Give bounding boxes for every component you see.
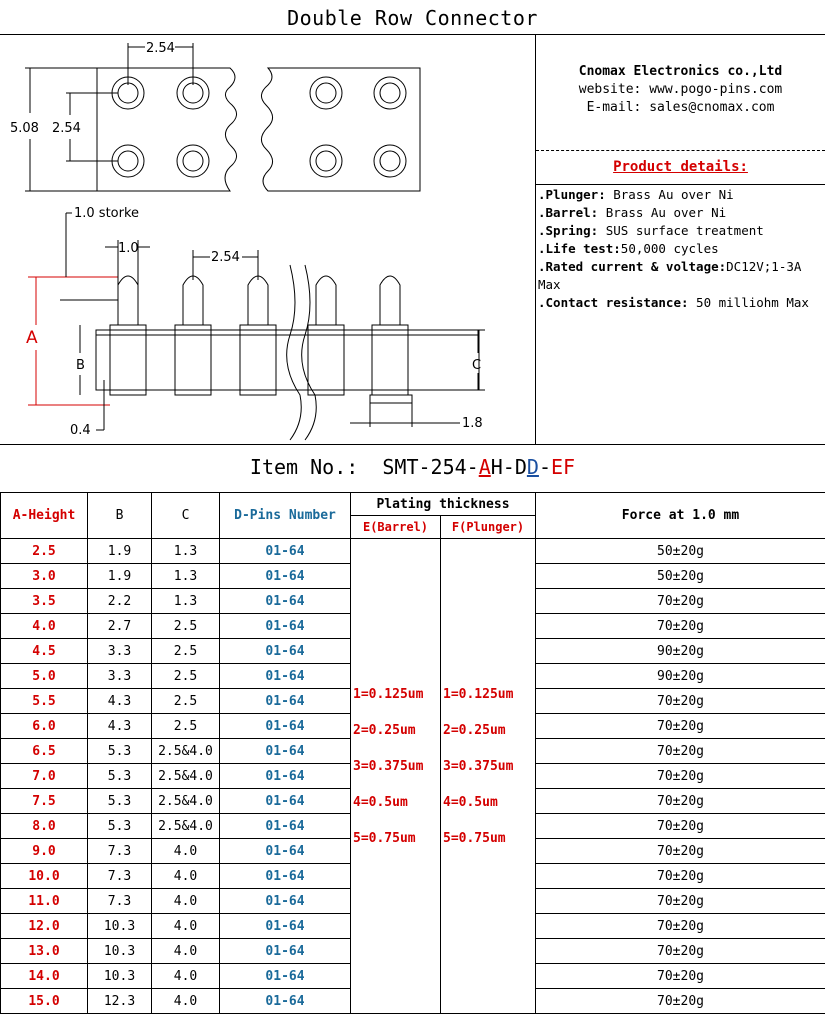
cell-b: 3.3 <box>88 664 152 689</box>
cell-c: 2.5 <box>152 639 220 664</box>
cell-d-pins: 01-64 <box>220 664 351 689</box>
col-e-barrel: E(Barrel) <box>351 516 441 539</box>
col-plating: Plating thickness <box>351 493 536 516</box>
col-c: C <box>152 493 220 539</box>
dim-pitch-side: 2.54 <box>211 250 240 265</box>
cell-d-pins: 01-64 <box>220 564 351 589</box>
cell-a-height: 8.0 <box>1 814 88 839</box>
cell-c: 2.5&4.0 <box>152 739 220 764</box>
cell-a-height: 2.5 <box>1 539 88 564</box>
plating-option: 4=0.5um <box>353 795 408 810</box>
label-b: B <box>76 358 85 373</box>
cell-force: 70±20g <box>536 589 825 614</box>
cell-force: 70±20g <box>536 914 825 939</box>
cell-plating-f <box>441 539 536 1014</box>
cell-force: 90±20g <box>536 639 825 664</box>
cell-a-height: 5.5 <box>1 689 88 714</box>
plating-option: 2=0.25um <box>443 723 506 738</box>
cell-b: 7.3 <box>88 889 152 914</box>
cell-force: 70±20g <box>536 889 825 914</box>
col-b: B <box>88 493 152 539</box>
cell-d-pins: 01-64 <box>220 714 351 739</box>
dim-stroke: 1.0 storke <box>74 206 140 221</box>
cell-d-pins: 01-64 <box>220 964 351 989</box>
break-line <box>287 265 302 440</box>
cell-d-pins: 01-64 <box>220 739 351 764</box>
item-mid: H-D <box>490 455 527 479</box>
cell-force: 70±20g <box>536 614 825 639</box>
cell-d-pins: 01-64 <box>220 814 351 839</box>
cell-d-pins: 01-64 <box>220 539 351 564</box>
spec-item: .Plunger: Brass Au over Ni <box>538 187 734 202</box>
cell-a-height: 9.0 <box>1 839 88 864</box>
connector-drawing-svg <box>0 35 535 444</box>
cell-c: 1.3 <box>152 564 220 589</box>
cell-c: 4.0 <box>152 889 220 914</box>
cell-a-height: 10.0 <box>1 864 88 889</box>
dim-row-pitch: 2.54 <box>52 121 81 136</box>
spec-item: .Barrel: Brass Au over Ni <box>538 205 727 220</box>
spec-item: .Spring: SUS surface treatment <box>538 223 764 238</box>
company-website: website: www.pogo-pins.com <box>578 82 783 97</box>
cell-d-pins: 01-64 <box>220 639 351 664</box>
cell-c: 2.5 <box>152 614 220 639</box>
cell-b: 3.3 <box>88 639 152 664</box>
plating-option: 4=0.5um <box>443 795 498 810</box>
item-a: A <box>478 455 491 479</box>
spec-item: .Rated current & voltage:DC12V;1-3A Max <box>538 259 802 292</box>
item-dash: - <box>538 455 551 479</box>
item-d: D <box>526 455 539 479</box>
cell-force: 50±20g <box>536 539 825 564</box>
label-c: C <box>472 358 482 373</box>
cell-d-pins: 01-64 <box>220 864 351 889</box>
col-d-pins: D-Pins Number <box>220 493 351 539</box>
cell-force: 70±20g <box>536 939 825 964</box>
cell-b: 2.2 <box>88 589 152 614</box>
cell-d-pins: 01-64 <box>220 989 351 1014</box>
dim-plunger: 1.0 <box>118 241 139 256</box>
cell-b: 12.3 <box>88 989 152 1014</box>
cell-c: 2.5 <box>152 714 220 739</box>
plating-option: 5=0.75um <box>353 831 416 846</box>
cell-c: 1.3 <box>152 539 220 564</box>
cell-b: 10.3 <box>88 914 152 939</box>
spec-table <box>0 492 825 1014</box>
col-f-plunger: F(Plunger) <box>441 516 536 539</box>
document-title: Double Row Connector <box>0 0 825 35</box>
label-a: A <box>26 328 38 348</box>
cell-force: 70±20g <box>536 989 825 1014</box>
cell-force: 90±20g <box>536 664 825 689</box>
cell-c: 2.5&4.0 <box>152 764 220 789</box>
cell-d-pins: 01-64 <box>220 839 351 864</box>
cell-a-height: 7.5 <box>1 789 88 814</box>
cell-c: 2.5 <box>152 689 220 714</box>
cell-a-height: 4.5 <box>1 639 88 664</box>
spec-list <box>538 186 823 312</box>
cell-force: 70±20g <box>536 839 825 864</box>
company-email: E-mail: sales@cnomax.com <box>586 100 775 115</box>
cell-b: 7.3 <box>88 839 152 864</box>
cell-force: 70±20g <box>536 964 825 989</box>
divider <box>536 184 825 185</box>
cell-c: 4.0 <box>152 864 220 889</box>
product-details-heading: Product details: <box>613 159 748 175</box>
table-row <box>1 539 825 564</box>
cell-c: 4.0 <box>152 939 220 964</box>
cell-c: 4.0 <box>152 989 220 1014</box>
company-info <box>536 63 825 117</box>
plating-option: 5=0.75um <box>443 831 506 846</box>
cell-a-height: 6.0 <box>1 714 88 739</box>
cell-d-pins: 01-64 <box>220 889 351 914</box>
cell-c: 1.3 <box>152 589 220 614</box>
cell-a-height: 7.0 <box>1 764 88 789</box>
plating-option: 2=0.25um <box>353 723 416 738</box>
cell-a-height: 5.0 <box>1 664 88 689</box>
cell-b: 5.3 <box>88 814 152 839</box>
cell-b: 10.3 <box>88 939 152 964</box>
cell-b: 5.3 <box>88 739 152 764</box>
cell-d-pins: 01-64 <box>220 914 351 939</box>
cell-force: 70±20g <box>536 814 825 839</box>
cell-d-pins: 01-64 <box>220 614 351 639</box>
section-divider <box>0 444 825 445</box>
cell-d-pins: 01-64 <box>220 589 351 614</box>
cell-d-pins: 01-64 <box>220 789 351 814</box>
cell-b: 10.3 <box>88 964 152 989</box>
spec-item: .Life test:50,000 cycles <box>538 241 719 256</box>
technical-drawing <box>0 35 536 444</box>
cell-force: 70±20g <box>536 689 825 714</box>
plating-option: 1=0.125um <box>443 687 514 702</box>
cell-c: 2.5 <box>152 664 220 689</box>
company-name: Cnomax Electronics co.,Ltd <box>578 64 783 79</box>
cell-a-height: 11.0 <box>1 889 88 914</box>
cell-a-height: 3.5 <box>1 589 88 614</box>
cell-b: 1.9 <box>88 564 152 589</box>
cell-c: 4.0 <box>152 839 220 864</box>
cell-b: 2.7 <box>88 614 152 639</box>
item-number <box>0 455 825 479</box>
dim-pitch-top: 2.54 <box>146 41 175 56</box>
cell-c: 4.0 <box>152 964 220 989</box>
plating-option: 3=0.375um <box>353 759 424 774</box>
cell-a-height: 6.5 <box>1 739 88 764</box>
col-a-height: A-Height <box>1 493 88 539</box>
cell-d-pins: 01-64 <box>220 939 351 964</box>
cell-force: 70±20g <box>536 739 825 764</box>
cell-plating-e <box>351 539 441 1014</box>
col-force: Force at 1.0 mm <box>536 493 825 539</box>
cell-d-pins: 01-64 <box>220 764 351 789</box>
cell-c: 2.5&4.0 <box>152 814 220 839</box>
cell-a-height: 15.0 <box>1 989 88 1014</box>
dim-pad: 1.8 <box>462 416 483 431</box>
cell-b: 4.3 <box>88 714 152 739</box>
cell-force: 70±20g <box>536 764 825 789</box>
cell-b: 5.3 <box>88 789 152 814</box>
cell-b: 4.3 <box>88 689 152 714</box>
cell-force: 50±20g <box>536 564 825 589</box>
dim-width: 5.08 <box>10 121 39 136</box>
cell-b: 7.3 <box>88 864 152 889</box>
cell-force: 70±20g <box>536 789 825 814</box>
cell-force: 70±20g <box>536 864 825 889</box>
cell-c: 2.5&4.0 <box>152 789 220 814</box>
cell-a-height: 3.0 <box>1 564 88 589</box>
plating-option: 1=0.125um <box>353 687 424 702</box>
cell-a-height: 14.0 <box>1 964 88 989</box>
dim-base: 0.4 <box>70 423 91 438</box>
top-view-outline <box>97 68 237 191</box>
item-number-label: Item No.: <box>249 455 359 479</box>
cell-a-height: 4.0 <box>1 614 88 639</box>
item-ef: EF <box>550 455 576 479</box>
dashed-divider <box>536 150 825 151</box>
spec-item: .Contact resistance: 50 milliohm Max <box>538 295 809 310</box>
info-panel <box>536 35 825 444</box>
cell-c: 4.0 <box>152 914 220 939</box>
item-prefix: SMT-254- <box>382 455 479 479</box>
cell-b: 1.9 <box>88 539 152 564</box>
cell-a-height: 13.0 <box>1 939 88 964</box>
cell-d-pins: 01-64 <box>220 689 351 714</box>
plating-option: 3=0.375um <box>443 759 514 774</box>
cell-force: 70±20g <box>536 714 825 739</box>
cell-a-height: 12.0 <box>1 914 88 939</box>
cell-b: 5.3 <box>88 764 152 789</box>
